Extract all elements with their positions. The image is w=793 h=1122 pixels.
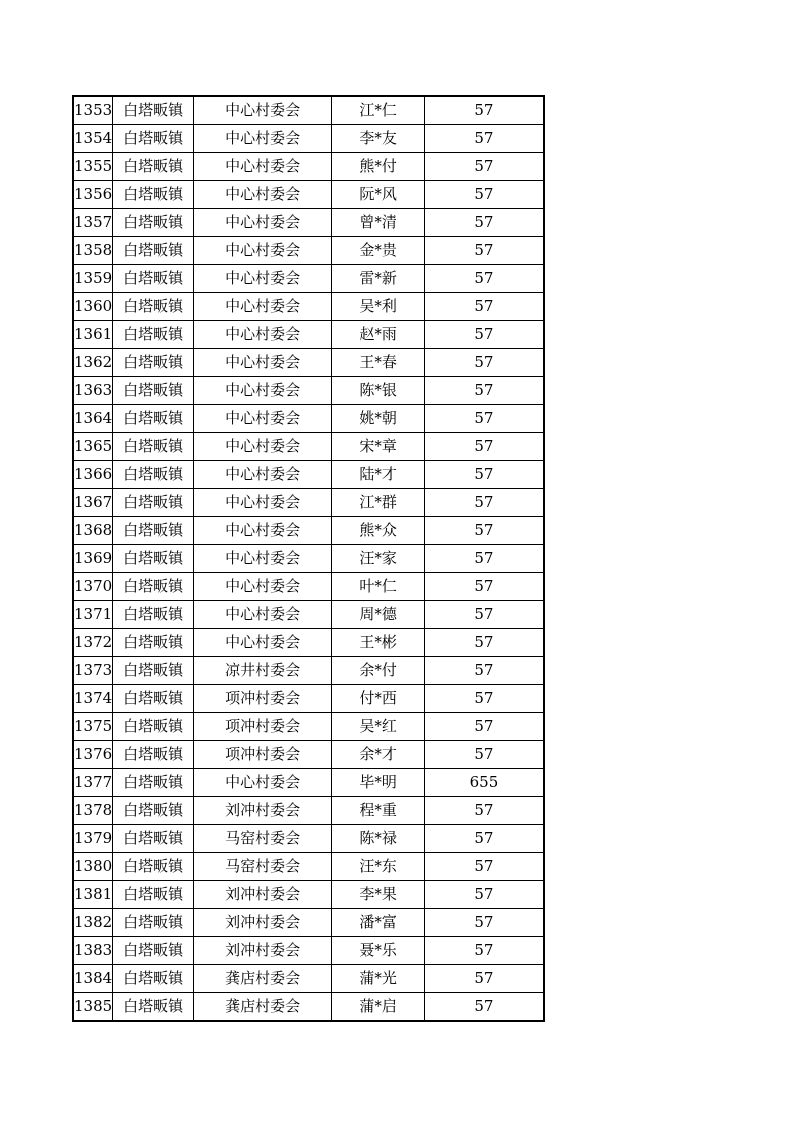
village-cell: 中心村委会 — [194, 349, 332, 377]
row-number-cell: 1355 — [73, 153, 113, 181]
person-name-cell: 雷*新 — [332, 265, 425, 293]
table-row — [73, 293, 544, 321]
table-row — [73, 713, 544, 741]
table-row — [73, 965, 544, 993]
town-cell: 白塔畈镇 — [113, 573, 194, 601]
row-number-cell: 1359 — [73, 265, 113, 293]
amount-cell: 57 — [425, 433, 544, 461]
records-table — [72, 95, 545, 1022]
row-number-cell: 1356 — [73, 181, 113, 209]
table-row — [73, 909, 544, 937]
amount-cell: 57 — [425, 349, 544, 377]
person-name-cell: 曾*清 — [332, 209, 425, 237]
amount-cell: 57 — [425, 713, 544, 741]
person-name-cell: 余*付 — [332, 657, 425, 685]
person-name-cell: 陆*才 — [332, 461, 425, 489]
amount-cell: 57 — [425, 96, 544, 125]
town-cell: 白塔畈镇 — [113, 853, 194, 881]
person-name-cell: 王*彬 — [332, 629, 425, 657]
row-number-cell: 1375 — [73, 713, 113, 741]
village-cell: 中心村委会 — [194, 601, 332, 629]
row-number-cell: 1367 — [73, 489, 113, 517]
village-cell: 中心村委会 — [194, 517, 332, 545]
table-row — [73, 405, 544, 433]
village-cell: 中心村委会 — [194, 125, 332, 153]
person-name-cell: 潘*富 — [332, 909, 425, 937]
row-number-cell: 1362 — [73, 349, 113, 377]
person-name-cell: 陈*银 — [332, 377, 425, 405]
village-cell: 马窑村委会 — [194, 853, 332, 881]
village-cell: 刘冲村委会 — [194, 937, 332, 965]
person-name-cell: 聂*乐 — [332, 937, 425, 965]
amount-cell: 57 — [425, 293, 544, 321]
village-cell: 中心村委会 — [194, 209, 332, 237]
table-row — [73, 741, 544, 769]
person-name-cell: 陈*禄 — [332, 825, 425, 853]
amount-cell: 57 — [425, 461, 544, 489]
table-row — [73, 769, 544, 797]
amount-cell: 57 — [425, 797, 544, 825]
row-number-cell: 1384 — [73, 965, 113, 993]
town-cell: 白塔畈镇 — [113, 629, 194, 657]
row-number-cell: 1372 — [73, 629, 113, 657]
row-number-cell: 1360 — [73, 293, 113, 321]
table-row — [73, 489, 544, 517]
town-cell: 白塔畈镇 — [113, 237, 194, 265]
person-name-cell: 姚*朝 — [332, 405, 425, 433]
table-row — [73, 209, 544, 237]
town-cell: 白塔畈镇 — [113, 657, 194, 685]
table-row — [73, 853, 544, 881]
table-row — [73, 461, 544, 489]
amount-cell: 57 — [425, 489, 544, 517]
table-row — [73, 517, 544, 545]
table-row — [73, 545, 544, 573]
amount-cell: 57 — [425, 825, 544, 853]
row-number-cell: 1382 — [73, 909, 113, 937]
village-cell: 项冲村委会 — [194, 741, 332, 769]
village-cell: 中心村委会 — [194, 96, 332, 125]
row-number-cell: 1364 — [73, 405, 113, 433]
village-cell: 项冲村委会 — [194, 685, 332, 713]
village-cell: 中心村委会 — [194, 433, 332, 461]
town-cell: 白塔畈镇 — [113, 181, 194, 209]
town-cell: 白塔畈镇 — [113, 601, 194, 629]
village-cell: 中心村委会 — [194, 265, 332, 293]
village-cell: 中心村委会 — [194, 321, 332, 349]
town-cell: 白塔畈镇 — [113, 517, 194, 545]
table-row — [73, 657, 544, 685]
row-number-cell: 1377 — [73, 769, 113, 797]
person-name-cell: 汪*家 — [332, 545, 425, 573]
row-number-cell: 1385 — [73, 993, 113, 1022]
table-row — [73, 96, 544, 125]
amount-cell: 57 — [425, 629, 544, 657]
person-name-cell: 宋*章 — [332, 433, 425, 461]
person-name-cell: 金*贵 — [332, 237, 425, 265]
amount-cell: 57 — [425, 909, 544, 937]
town-cell: 白塔畈镇 — [113, 461, 194, 489]
town-cell: 白塔畈镇 — [113, 489, 194, 517]
row-number-cell: 1366 — [73, 461, 113, 489]
table-row — [73, 993, 544, 1022]
table-row — [73, 797, 544, 825]
row-number-cell: 1371 — [73, 601, 113, 629]
village-cell: 中心村委会 — [194, 237, 332, 265]
amount-cell: 57 — [425, 685, 544, 713]
row-number-cell: 1353 — [73, 96, 113, 125]
table-row — [73, 237, 544, 265]
amount-cell: 57 — [425, 377, 544, 405]
amount-cell: 57 — [425, 405, 544, 433]
person-name-cell: 吴*利 — [332, 293, 425, 321]
row-number-cell: 1368 — [73, 517, 113, 545]
row-number-cell: 1373 — [73, 657, 113, 685]
person-name-cell: 汪*东 — [332, 853, 425, 881]
town-cell: 白塔畈镇 — [113, 209, 194, 237]
table-row — [73, 573, 544, 601]
row-number-cell: 1365 — [73, 433, 113, 461]
town-cell: 白塔畈镇 — [113, 321, 194, 349]
table-row — [73, 349, 544, 377]
amount-cell: 57 — [425, 237, 544, 265]
person-name-cell: 毕*明 — [332, 769, 425, 797]
town-cell: 白塔畈镇 — [113, 433, 194, 461]
table-row — [73, 937, 544, 965]
amount-cell: 57 — [425, 881, 544, 909]
person-name-cell: 熊*付 — [332, 153, 425, 181]
person-name-cell: 江*群 — [332, 489, 425, 517]
town-cell: 白塔畈镇 — [113, 909, 194, 937]
town-cell: 白塔畈镇 — [113, 741, 194, 769]
person-name-cell: 熊*众 — [332, 517, 425, 545]
person-name-cell: 周*德 — [332, 601, 425, 629]
village-cell: 凉井村委会 — [194, 657, 332, 685]
row-number-cell: 1378 — [73, 797, 113, 825]
town-cell: 白塔畈镇 — [113, 405, 194, 433]
town-cell: 白塔畈镇 — [113, 713, 194, 741]
amount-cell: 57 — [425, 125, 544, 153]
town-cell: 白塔畈镇 — [113, 825, 194, 853]
row-number-cell: 1374 — [73, 685, 113, 713]
person-name-cell: 王*春 — [332, 349, 425, 377]
row-number-cell: 1370 — [73, 573, 113, 601]
table-row — [73, 321, 544, 349]
village-cell: 中心村委会 — [194, 153, 332, 181]
village-cell: 中心村委会 — [194, 181, 332, 209]
village-cell: 刘冲村委会 — [194, 909, 332, 937]
amount-cell: 57 — [425, 209, 544, 237]
row-number-cell: 1369 — [73, 545, 113, 573]
table-row — [73, 881, 544, 909]
amount-cell: 57 — [425, 937, 544, 965]
town-cell: 白塔畈镇 — [113, 965, 194, 993]
amount-cell: 57 — [425, 153, 544, 181]
row-number-cell: 1363 — [73, 377, 113, 405]
village-cell: 中心村委会 — [194, 461, 332, 489]
table-row — [73, 601, 544, 629]
village-cell: 中心村委会 — [194, 629, 332, 657]
town-cell: 白塔畈镇 — [113, 797, 194, 825]
town-cell: 白塔畈镇 — [113, 293, 194, 321]
table-row — [73, 433, 544, 461]
table-row — [73, 181, 544, 209]
table-row — [73, 825, 544, 853]
amount-cell: 57 — [425, 573, 544, 601]
village-cell: 刘冲村委会 — [194, 881, 332, 909]
town-cell: 白塔畈镇 — [113, 96, 194, 125]
person-name-cell: 李*友 — [332, 125, 425, 153]
village-cell: 中心村委会 — [194, 377, 332, 405]
amount-cell: 57 — [425, 545, 544, 573]
town-cell: 白塔畈镇 — [113, 349, 194, 377]
village-cell: 龚店村委会 — [194, 993, 332, 1022]
town-cell: 白塔畈镇 — [113, 125, 194, 153]
amount-cell: 57 — [425, 993, 544, 1022]
person-name-cell: 赵*雨 — [332, 321, 425, 349]
table-row — [73, 153, 544, 181]
village-cell: 中心村委会 — [194, 573, 332, 601]
village-cell: 刘冲村委会 — [194, 797, 332, 825]
village-cell: 马窑村委会 — [194, 825, 332, 853]
row-number-cell: 1361 — [73, 321, 113, 349]
town-cell: 白塔畈镇 — [113, 993, 194, 1022]
town-cell: 白塔畈镇 — [113, 377, 194, 405]
row-number-cell: 1358 — [73, 237, 113, 265]
row-number-cell: 1376 — [73, 741, 113, 769]
table-row — [73, 377, 544, 405]
town-cell: 白塔畈镇 — [113, 937, 194, 965]
person-name-cell: 阮*风 — [332, 181, 425, 209]
village-cell: 中心村委会 — [194, 769, 332, 797]
town-cell: 白塔畈镇 — [113, 881, 194, 909]
town-cell: 白塔畈镇 — [113, 153, 194, 181]
person-name-cell: 吴*红 — [332, 713, 425, 741]
town-cell: 白塔畈镇 — [113, 769, 194, 797]
town-cell: 白塔畈镇 — [113, 545, 194, 573]
row-number-cell: 1354 — [73, 125, 113, 153]
village-cell: 中心村委会 — [194, 545, 332, 573]
amount-cell: 57 — [425, 965, 544, 993]
records-table-body — [73, 96, 544, 1021]
row-number-cell: 1379 — [73, 825, 113, 853]
person-name-cell: 江*仁 — [332, 96, 425, 125]
row-number-cell: 1381 — [73, 881, 113, 909]
amount-cell: 57 — [425, 657, 544, 685]
village-cell: 中心村委会 — [194, 489, 332, 517]
person-name-cell: 蒲*启 — [332, 993, 425, 1022]
person-name-cell: 余*才 — [332, 741, 425, 769]
amount-cell: 57 — [425, 181, 544, 209]
village-cell: 龚店村委会 — [194, 965, 332, 993]
village-cell: 中心村委会 — [194, 405, 332, 433]
person-name-cell: 程*重 — [332, 797, 425, 825]
town-cell: 白塔畈镇 — [113, 685, 194, 713]
amount-cell: 57 — [425, 321, 544, 349]
row-number-cell: 1383 — [73, 937, 113, 965]
amount-cell: 655 — [425, 769, 544, 797]
village-cell: 中心村委会 — [194, 293, 332, 321]
row-number-cell: 1357 — [73, 209, 113, 237]
table-row — [73, 685, 544, 713]
table-row — [73, 265, 544, 293]
village-cell: 项冲村委会 — [194, 713, 332, 741]
person-name-cell: 付*西 — [332, 685, 425, 713]
amount-cell: 57 — [425, 853, 544, 881]
amount-cell: 57 — [425, 517, 544, 545]
amount-cell: 57 — [425, 265, 544, 293]
table-row — [73, 125, 544, 153]
table-row — [73, 629, 544, 657]
town-cell: 白塔畈镇 — [113, 265, 194, 293]
amount-cell: 57 — [425, 741, 544, 769]
row-number-cell: 1380 — [73, 853, 113, 881]
person-name-cell: 李*果 — [332, 881, 425, 909]
amount-cell: 57 — [425, 601, 544, 629]
person-name-cell: 叶*仁 — [332, 573, 425, 601]
person-name-cell: 蒲*光 — [332, 965, 425, 993]
